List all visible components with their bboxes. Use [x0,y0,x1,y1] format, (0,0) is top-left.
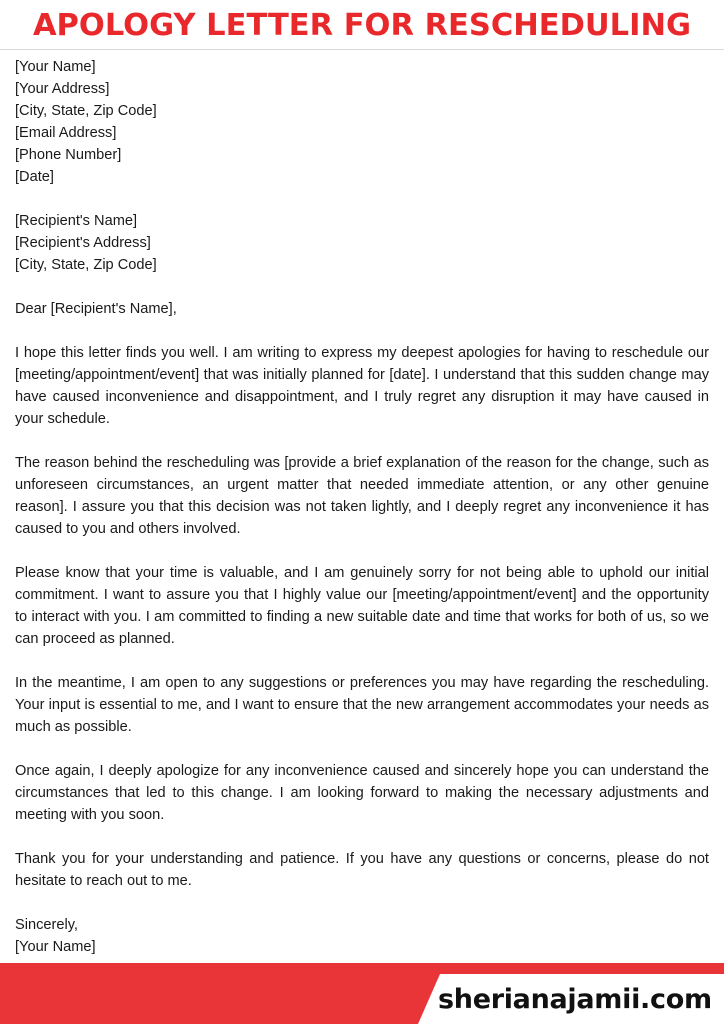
sender-city: [City, State, Zip Code] [15,103,157,119]
paragraph-6: Thank you for your understanding and patience. If you have any questions or concerns, please do not hesitate to reach out to me. [15,851,709,889]
page-title: APOLOGY LETTER FOR RESCHEDULING [32,8,692,43]
salutation: Dear [Recipient's Name], [15,301,177,317]
paragraph-1: I hope this letter finds you well. I am writing to express my deepest apologies for having to reschedule our [meeting/appointment/event] that was initially planned for [date]. I understand that this sudden change may have caused inconvenience and disappointment, and I truly regret any disruption it may have caused in your schedule. [15,345,709,427]
recipient-block [15,210,709,276]
site-watermark: sherianajamii.com [438,984,712,1015]
sender-address: [Your Address] [15,81,110,97]
recipient-name: [Recipient's Name] [15,213,138,229]
closing-block [15,914,709,958]
recipient-address: [Recipient's Address] [15,235,151,251]
paragraph-2: The reason behind the rescheduling was [provide a brief explanation of the reason for the change, such as unforeseen circumstances, an urgent matter that needed immediate attention, or any other genuine reason]. I assure you that this decision was not taken lightly, and I deeply regret any inconvenience it has caused to you and others involved. [15,455,709,537]
recipient-city: [City, State, Zip Code] [15,257,157,273]
valediction: Sincerely, [15,917,78,933]
paragraph-5: Once again, I deeply apologize for any inconvenience caused and sincerely hope you can understand the circumstances that led to this change. I am looking forward to making the necessary adjustments and meeting with you soon. [15,763,709,823]
paragraph-4: In the meantime, I am open to any suggestions or preferences you may have regarding the rescheduling. Your input is essential to me, and I want to ensure that the new arrangement accommodates your needs as much as possible. [15,675,709,735]
signature-name: [Your Name] [15,939,96,955]
footer-banner [0,963,724,1024]
page-header [0,0,724,50]
sender-email: [Email Address] [15,125,117,141]
letter-body [15,56,709,958]
paragraph-3: Please know that your time is valuable, and I am genuinely sorry for not being able to uphold our initial commitment. I want to assure you that I highly value our [meeting/appointment/event] and the opportunity to interact with you. I am committed to finding a new suitable date and time that works for both of us, so we can proceed as planned. [15,565,709,647]
sender-date: [Date] [15,169,54,185]
sender-name: [Your Name] [15,59,96,75]
sender-phone: [Phone Number] [15,147,122,163]
sender-block [15,56,709,188]
